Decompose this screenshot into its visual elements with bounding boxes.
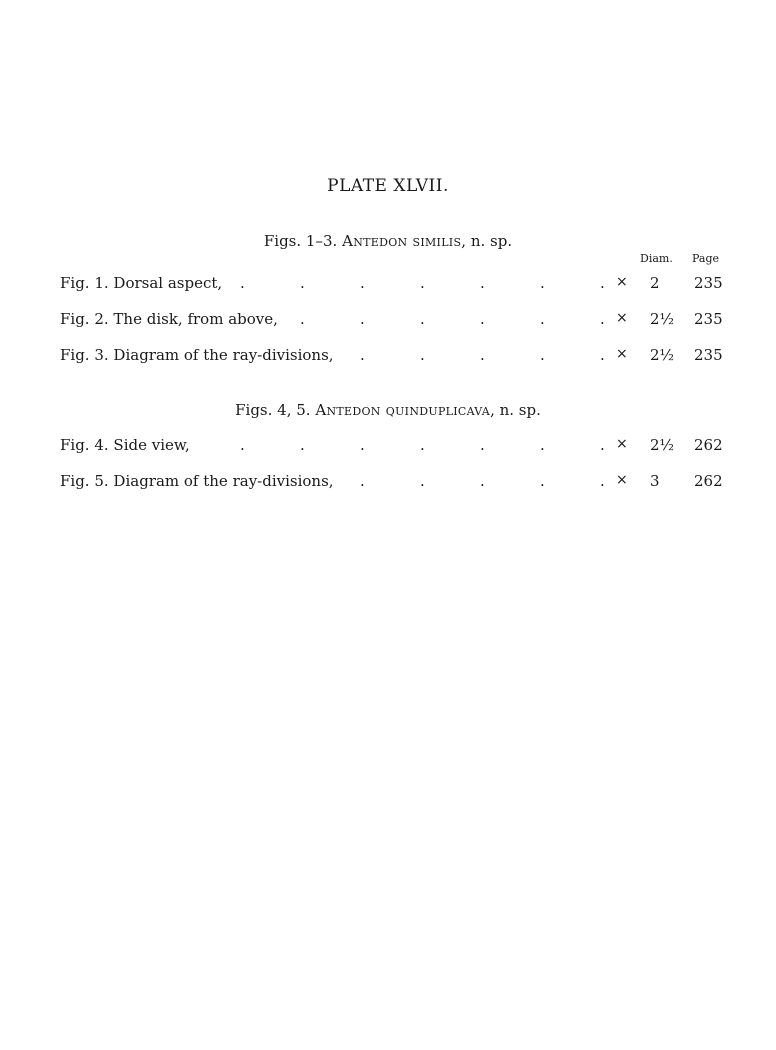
dot-leader: . [420,436,425,454]
section-heading-suffix: , n. sp. [461,232,513,250]
figure-row [60,472,740,494]
figure-row [60,436,740,458]
figure-magnification: 2½ [650,310,675,328]
dot-leader: . [420,346,425,364]
times-sign: × [616,472,628,488]
figure-label: Fig. 3. Diagram of the ray-divisions, [60,346,334,364]
column-headers [0,252,776,268]
dot-leader: . [360,346,365,364]
section-heading-genus: Antedon similis [342,232,462,250]
times-sign: × [616,274,628,290]
dot-leader: . [600,436,605,454]
figure-magnification: 2 [650,274,660,292]
dot-leader: . [480,436,485,454]
dot-leader: . [480,274,485,292]
section-heading-1 [0,232,776,250]
figure-magnification: 3 [650,472,660,490]
dot-leader: . [300,310,305,328]
figure-label: Fig. 4. Side view, [60,436,190,454]
dot-leader: . [540,346,545,364]
figure-row [60,274,740,296]
figure-magnification: 2½ [650,346,675,364]
dot-leader: . [360,436,365,454]
figure-page: 262 [694,436,723,454]
section-heading-suffix: , n. sp. [490,401,541,419]
times-sign: × [616,346,628,362]
dot-leader: . [540,472,545,490]
section-heading-2 [0,401,776,419]
diam-column-header: Diam. [640,252,673,265]
dot-leader: . [600,346,605,364]
dot-leader: . [600,274,605,292]
dot-leader: . [300,274,305,292]
dot-leader: . [360,310,365,328]
dot-leader: . [360,472,365,490]
dot-leader: . [360,274,365,292]
dot-leader: . [480,472,485,490]
dot-leader: . [420,472,425,490]
plate-title: PLATE XLVII. [327,176,449,196]
dot-leader: . [480,346,485,364]
figure-row [60,310,740,332]
figure-label: Fig. 2. The disk, from above, [60,310,278,328]
times-sign: × [616,436,628,452]
figure-page: 235 [694,346,723,364]
figure-page: 235 [694,274,723,292]
dot-leader: . [480,310,485,328]
figure-page: 235 [694,310,723,328]
dot-leader: . [300,436,305,454]
times-sign: × [616,310,628,326]
dot-leader: . [540,436,545,454]
dot-leader: . [420,310,425,328]
dot-leader: . [600,310,605,328]
figure-page: 262 [694,472,723,490]
figure-row [60,346,740,368]
figure-magnification: 2½ [650,436,675,454]
page-column-header: Page [692,252,720,265]
section-heading-genus: Antedon quinduplicava [315,401,491,419]
section-heading-prefix: Figs. 4, 5. [235,401,311,419]
dot-leader: . [240,274,245,292]
dot-leader: . [420,274,425,292]
dot-leader: . [540,274,545,292]
dot-leader: . [240,436,245,454]
figure-label: Fig. 5. Diagram of the ray-divisions, [60,472,334,490]
dot-leader: . [540,310,545,328]
figure-label: Fig. 1. Dorsal aspect, [60,274,223,292]
section-heading-prefix: Figs. 1–3. [263,232,338,250]
dot-leader: . [600,472,605,490]
